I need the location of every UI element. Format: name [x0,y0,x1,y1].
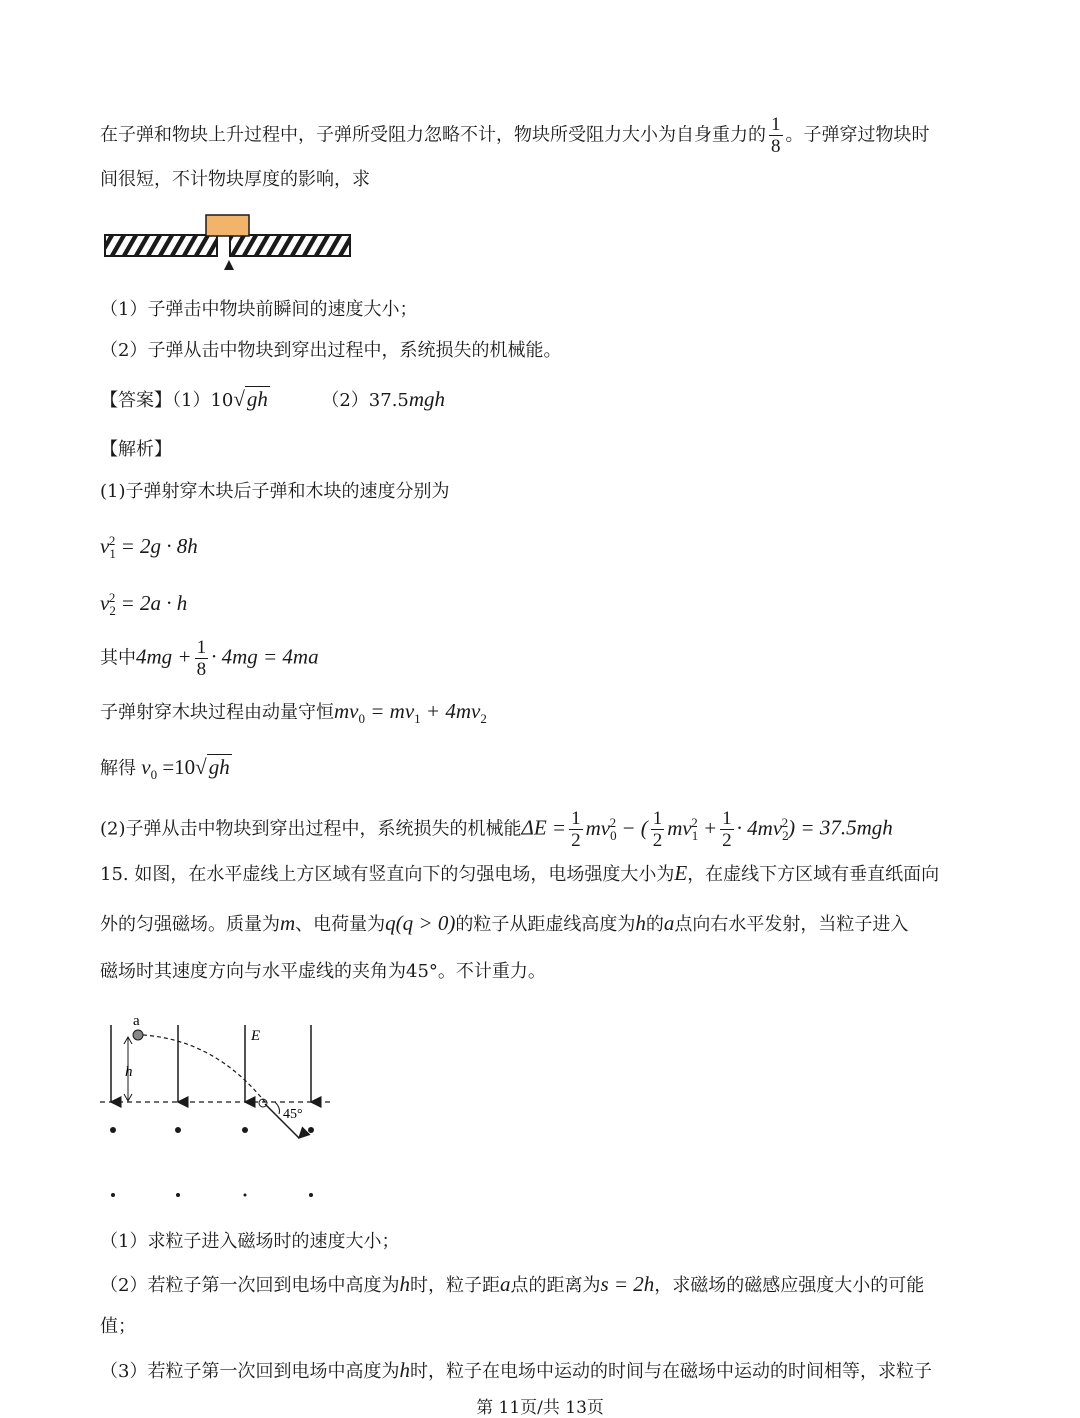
magnetic-dot [111,1193,115,1197]
intro-line-2: 间很短，不计物块厚度的影响，求 [100,169,370,190]
q15-sub2: （2）若粒子第一次回到电场中高度为h时，粒子距a点的距离为s = 2h，求磁场的磁感应强度大小的可能 [100,1272,925,1296]
analysis-step1: (1)子弹射穿木块后子弹和木块的速度分别为 [100,481,450,502]
point-a-label: a [133,1013,140,1029]
height-label: h [125,1064,133,1080]
q15-line3: 磁场时其速度方向与水平虚线的夹角为45°。不计重力。 [100,961,546,982]
bullet-icon [224,260,234,270]
hatched-plate-left [105,235,217,256]
field-figure [95,1010,345,1210]
magnetic-dot [176,1193,180,1197]
answer-line: 【答案】（1）10√gh （2）37.5mgh [100,387,446,411]
equation-v1: $v_1^2 = 2g \cdot 8h$ [100,533,198,562]
bullet-block-figure [100,210,360,276]
q14-sub2: （2）子弹从击中物块到穿出过程中，系统损失的机械能。 [100,340,562,361]
field-E-label: E [251,1028,261,1044]
q15-line2: 外的匀强磁场。质量为m、电荷量为q(q > 0)的粒子从距虚线高度为h的a点向右水平发射，当粒子进入 [100,911,909,935]
magnetic-dot [110,1127,116,1133]
fraction-one-eighth: $\frac{1}{8}$ [771,114,781,157]
magnetic-dot [175,1127,181,1133]
magnetic-dot [309,1193,313,1197]
q15-sub2-cont: 值； [100,1316,136,1337]
equation-v0: 解得 $v_0 =10√gh$ [100,755,230,783]
magnetic-dot [242,1127,248,1133]
intro-line-1: 在子弹和物块上升过程中，子弹所受阻力忽略不计，物块所受阻力大小为自身重力的 $\frac{1}{8}$ 。子弹穿过物块时 [100,114,930,157]
wooden-block [206,215,249,236]
page-footer: 第 11页/共 13页 [476,1398,604,1418]
analysis-label: 【解析】 [100,439,172,460]
parabolic-trajectory [143,1035,265,1102]
q14-sub1: （1）子弹击中物块前瞬间的速度大小； [100,299,418,320]
equation-v2: $v_2^2 = 2a \cdot h$ [100,590,188,619]
angle-label: 45° [283,1107,303,1122]
q15-line1: 15. 如图，在水平虚线上方区域有竖直向下的匀强电场，电场强度大小为E，在虚线下方区域有垂直纸面向 [100,861,940,885]
magnetic-dot [244,1194,247,1197]
q15-sub3: （3）若粒子第一次回到电场中高度为h时，粒子在电场中运动的时间与在磁场中运动的时间相等，求粒子 [100,1358,932,1382]
equation-force: 其中4mg + $\frac{1}{8}$ · 4mg = 4ma [100,637,319,680]
hatched-plate-right [230,235,350,256]
q15-sub1: （1）求粒子进入磁场时的速度大小； [100,1231,400,1252]
particle-a [133,1030,143,1040]
magnetic-dot [308,1127,314,1133]
equation-energy-loss: (2)子弹从击中物块到穿出过程中，系统损失的机械能ΔE = $\frac{1}{2}$ $mv_0^2$ − ( $\frac{1}{2}$ $mv_1^2$ + $\frac{1}{2}$ · $4mv_2^2) = 37.5mgh$ [100,808,893,851]
equation-momentum: 子弹射穿木块过程由动量守恒$mv_0 = mv_1 + 4mv_2$ [100,699,487,727]
